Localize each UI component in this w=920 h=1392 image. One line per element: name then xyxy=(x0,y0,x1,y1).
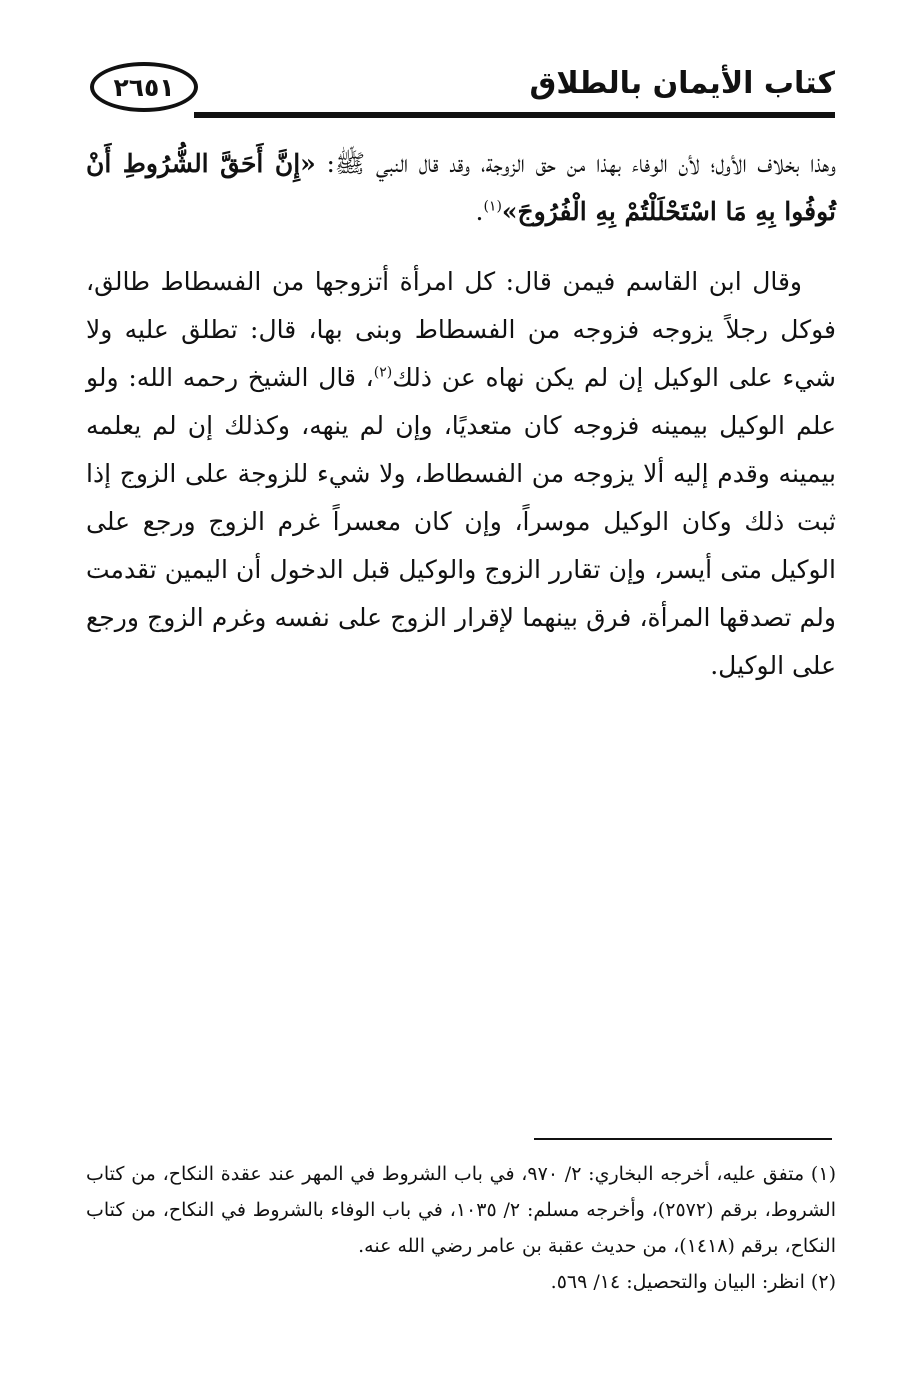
footnotes xyxy=(86,1156,836,1300)
footnote-separator xyxy=(534,1138,832,1140)
book-title: كتاب الأيمان بالطلاق xyxy=(529,66,835,101)
footnote-2: (٢) انظر: البيان والتحصيل: ١٤/ ٥٦٩. xyxy=(550,1271,836,1293)
paragraph-1-text: وهذا بخلاف الأول؛ لأن الوفاء بهذا من حق الزوجة، وقد قال النبي ﷺ: xyxy=(315,149,836,178)
footnote-ref-1[interactable]: (١) xyxy=(483,198,502,215)
paragraph-2 xyxy=(86,258,836,690)
hadith-quote: «إِنَّ أَحَقَّ الشُّرُوطِ أَنْ تُوفُوا بِهِ مَا اسْتَحْلَلْتُمْ بِهِ الْفُرُوجَ» xyxy=(86,149,836,226)
footnote-ref-2[interactable]: (٢) xyxy=(373,364,393,381)
paragraph-1-end: . xyxy=(475,197,484,226)
header-rule xyxy=(194,112,835,118)
paragraph-1 xyxy=(86,140,836,236)
main-text xyxy=(86,140,836,690)
page-header xyxy=(90,58,835,122)
footnote-1: (١) متفق عليه، أخرجه البخاري: ٢/ ٩٧٠، في باب الشروط في المهر عند عقدة النكاح، من كتاب الشروط، برقم (٢٥٧٢)، وأخرجه مسلم: ٢/ ١٠٣٥، في باب الوفاء بالشروط في النكاح، من كتاب النكاح، برقم (١٤١٨)، من حديث عقبة بن عامر رضي الله عنه. xyxy=(86,1163,837,1257)
paragraph-2-text-b: ، قال الشيخ رحمه الله: ولو علم الوكيل بيمينه فزوجه كان متعديًا، وإن لم ينهه، وكذلك إن لم يعلمه بيمينه وقدم إليه ألا يزوجه من الفسطاط، ولا شيء للزوجة على الزوج إذا ثبت ذلك وكان الوكيل موسراً، وإن كان معسراً غرم الزوج ورجع على الوكيل متى أيسر، وإن تقارر الزوج والوكيل قبل الدخول أن اليمين تقدمت ولم تصدقها المرأة، فرق بينهما لإقرار الزوج على نفسه وغرم الزوج ورجع على الوكيل. xyxy=(86,363,836,680)
page-number: ٢٦٥١ xyxy=(90,62,198,112)
paragraph-2-text-a: وقال ابن القاسم فيمن قال: كل امرأة أتزوجها من الفسطاط طالق، فوكل رجلاً يزوجه فزوجه من الفسطاط وبنى بها، قال: تطلق عليه ولا شيء على الوكيل إن لم يكن نهاه عن ذلك xyxy=(86,267,836,392)
